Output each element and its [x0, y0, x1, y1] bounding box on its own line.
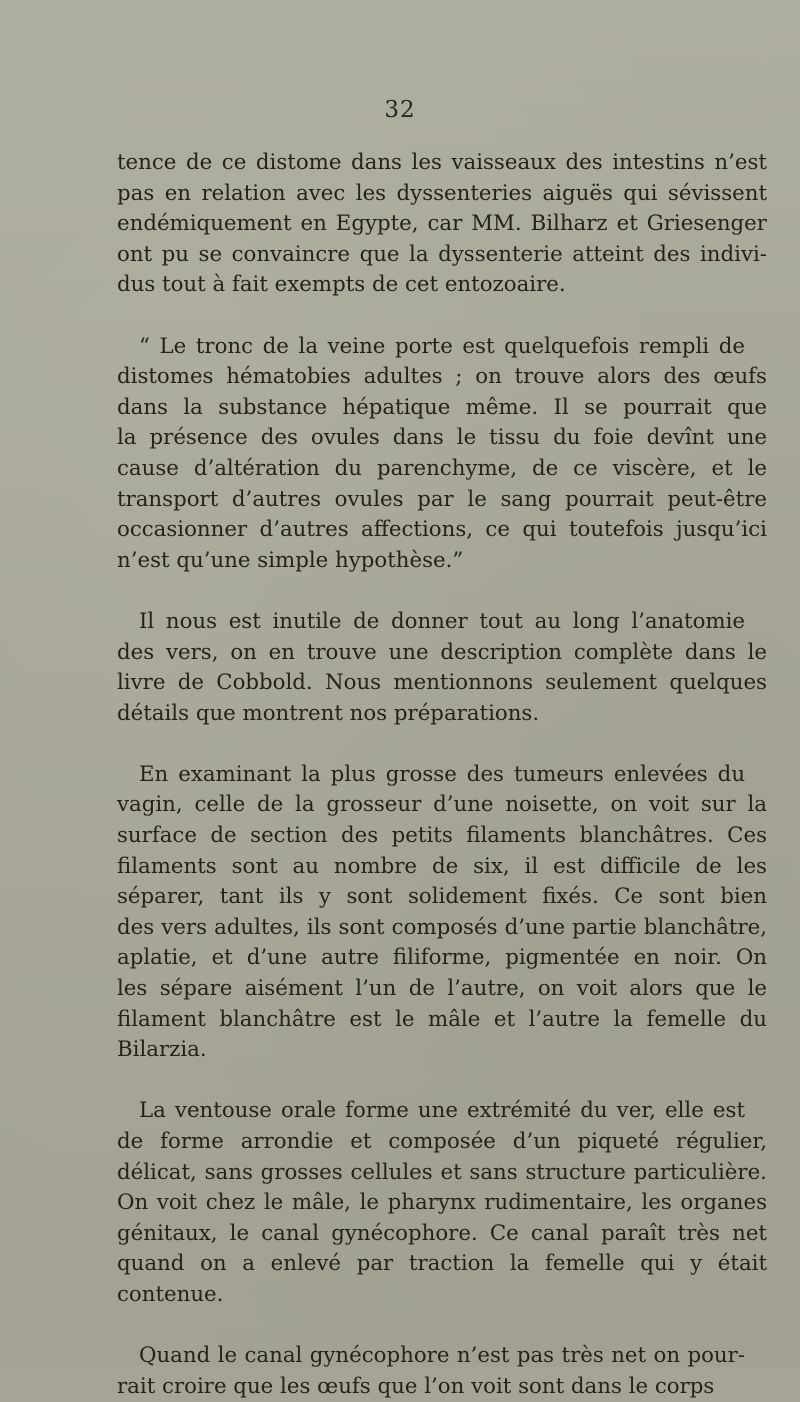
text-line: filament blanchâtre est le mâle et l’autre la femelle du: [117, 1006, 767, 1032]
text-line: distomes hématobies adultes ; on trouve alors des œufs: [117, 364, 767, 390]
text-line: aplatie, et d’une autre filiforme, pigmentée en noir. On: [117, 945, 768, 971]
text-line: séparer, tant ils y sont solidement fixés. Ce sont bien: [117, 884, 767, 910]
text-line: quand on a enlevé par traction la femelle qui y était: [117, 1251, 768, 1277]
text-line: rait croire que les œufs que l’on voit sont dans le corps: [117, 1373, 715, 1399]
text-line: En examinant la plus grosse des tumeurs enlevées du: [139, 761, 746, 787]
text-line: “ Le tronc de la veine porte est quelquefois rempli de: [139, 333, 745, 359]
text-line: génitaux, le canal gynécophore. Ce canal paraît très net: [117, 1220, 767, 1246]
text-line: pas en relation avec les dyssenteries aiguës qui sévissent: [117, 180, 768, 206]
text-line: détails que montrent nos préparations.: [117, 700, 540, 726]
text-line: La ventouse orale forme une extrémité du ver, elle est: [139, 1098, 746, 1124]
text-line: de forme arrondie et composée d’un piqueté régulier,: [117, 1129, 767, 1154]
text-line: délicat, sans grosses cellules et sans structure particulière.: [117, 1159, 767, 1185]
body-text: [117, 148, 767, 1402]
text-line: la présence des ovules dans le tissu du foie devînt une: [117, 425, 767, 451]
text-line: surface de section des petits filaments blanchâtres. Ces: [117, 823, 768, 849]
text-line: livre de Cobbold. Nous mentionnons seulement quelques: [117, 670, 767, 696]
text-line: transport d’autres ovules par le sang pourrait peut-être: [117, 486, 767, 512]
text-line: On voit chez le mâle, le pharynx rudimentaire, les organes: [117, 1190, 768, 1216]
text-line: Quand le canal gynécophore n’est pas très net on pour-: [139, 1343, 746, 1369]
paragraph: [117, 148, 767, 301]
text-line: filaments sont au nombre de six, il est difficile de les: [117, 853, 767, 879]
paragraph: [117, 332, 767, 577]
paragraph: [117, 1341, 767, 1402]
text-line: des vers adultes, ils sont composés d’une partie blanchâtre,: [117, 914, 768, 940]
page-number: 32: [384, 97, 416, 123]
text-line: Il nous est inutile de donner tout au long l’anatomie: [139, 608, 746, 634]
text-line: Bilarzia.: [117, 1037, 207, 1063]
text-line: tence de ce distome dans les vaisseaux des intestins n’est: [117, 150, 767, 175]
text-line: cause d’altération du parenchyme, de ce viscère, et le: [117, 455, 768, 481]
text-line: ont pu se convaincre que la dyssenterie atteint des indivi-: [117, 241, 768, 267]
text-line: dus tout à fait exempts de cet entozoaire.: [117, 272, 566, 298]
text-line: des vers, on en trouve une description complète dans le: [117, 639, 768, 665]
paragraph: [117, 607, 767, 729]
paragraph: [117, 760, 767, 1066]
text-line: n’est qu’une simple hypothèse.”: [117, 547, 464, 573]
text-line: contenue.: [117, 1281, 224, 1307]
text-line: dans la substance hépatique même. Il se pourrait que: [117, 394, 768, 420]
text-line: vagin, celle de la grosseur d’une noisette, on voit sur la: [117, 792, 767, 818]
paragraph: [117, 1096, 767, 1310]
text-line: occasionner d’autres affections, ce qui toutefois jusqu’ici: [117, 517, 767, 543]
text-line: les sépare aisément l’un de l’autre, on voit alors que le: [117, 976, 768, 1002]
text-line: endémiquement en Egypte, car MM. Bilharz et Griesenger: [117, 211, 767, 237]
